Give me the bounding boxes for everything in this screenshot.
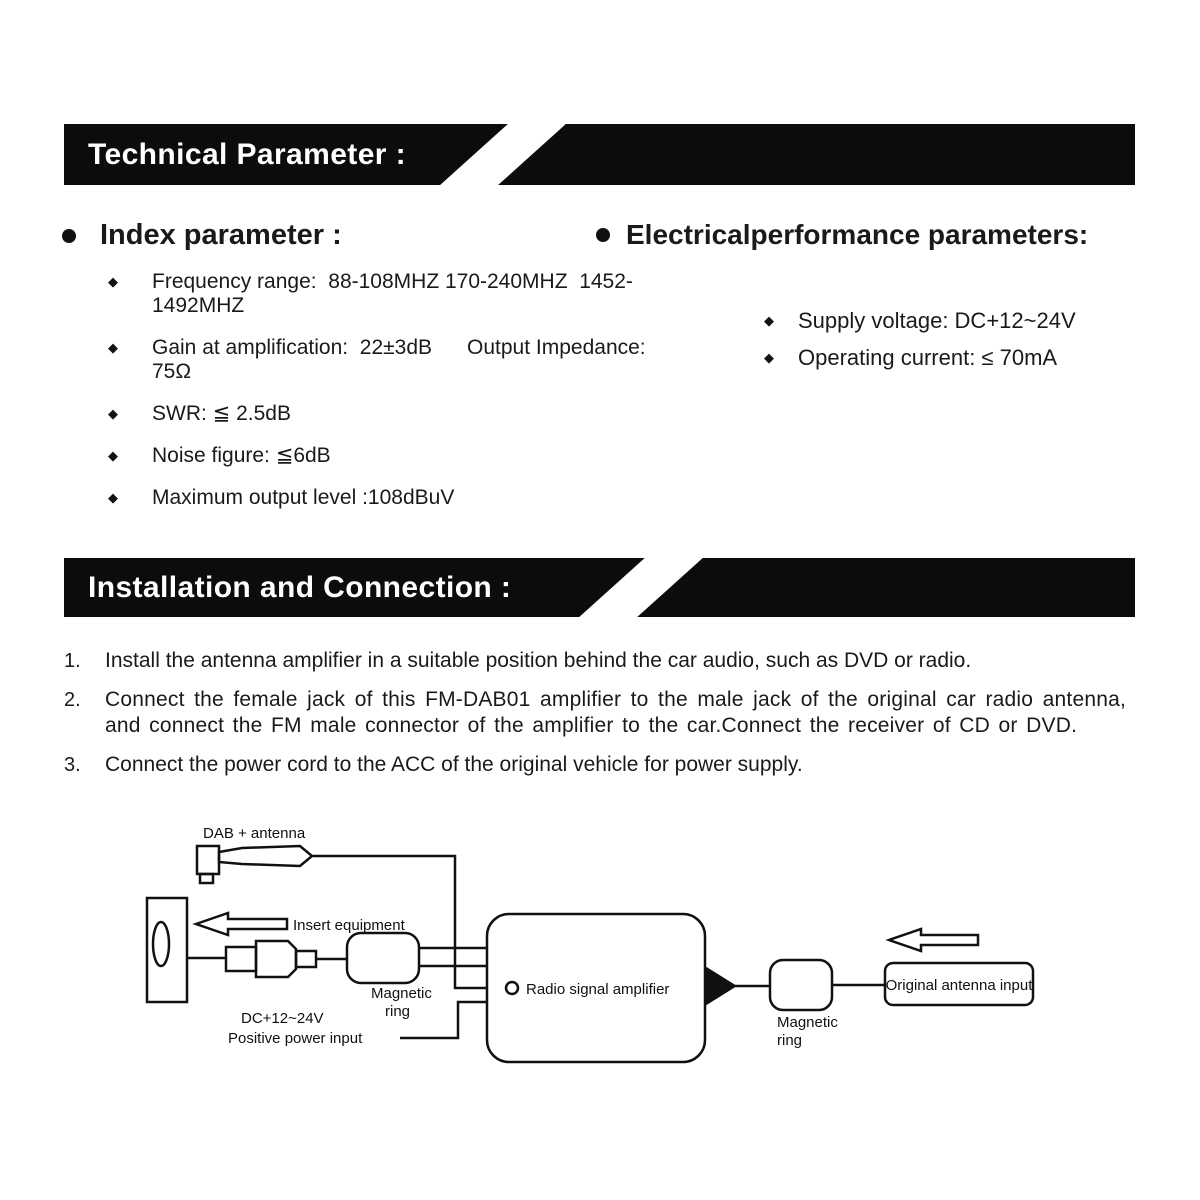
header-slash-decoration	[570, 558, 711, 617]
diamond-bullet-icon: ◆	[108, 490, 118, 505]
dab-antenna-body	[219, 846, 312, 866]
bullet-icon	[596, 228, 610, 242]
step-item	[64, 648, 1126, 674]
magnetic-ring-right-label-2: ring	[777, 1032, 803, 1049]
technical-header-bar	[64, 124, 1135, 185]
list-item-text: Supply voltage: DC+12~24V	[798, 308, 1076, 333]
dab-antenna-connector-foot	[200, 874, 213, 883]
diamond-bullet-icon: ◆	[108, 340, 118, 355]
list-item-text: Operating current: ≤ 70mA	[798, 345, 1058, 370]
list-item	[108, 444, 668, 468]
wiring-diagram	[0, 806, 1200, 1126]
power-input-label-1: DC+12~24V	[241, 1010, 324, 1027]
technical-header-title: Technical Parameter :	[88, 137, 406, 171]
list-item	[764, 308, 1164, 334]
power-input-label-2: Positive power input	[228, 1030, 363, 1047]
step-number: 2.	[64, 689, 81, 711]
list-item	[108, 336, 668, 384]
step-number: 1.	[64, 650, 81, 672]
dab-antenna-label: DAB + antenna	[203, 825, 306, 842]
magnetic-ring-left-label-1: Magnetic	[371, 985, 432, 1002]
power-input-line	[400, 1002, 487, 1038]
radio-jack-opening	[153, 922, 169, 966]
magnetic-ring-left	[347, 933, 419, 983]
insert-equipment-label: Insert equipment	[293, 917, 405, 934]
diamond-bullet-icon: ◆	[764, 313, 774, 328]
header-slash-decoration	[431, 124, 575, 185]
step-item	[64, 687, 1126, 739]
list-item	[764, 345, 1164, 371]
list-item	[108, 486, 668, 510]
installation-steps	[64, 648, 1126, 791]
magnetic-ring-right-label-1: Magnetic	[777, 1014, 838, 1031]
plug-segment-1	[226, 947, 256, 971]
step-text: Connect the power cord to the ACC of the original vehicle for power supply.	[105, 753, 803, 776]
step-item	[64, 752, 1126, 778]
dab-antenna-connector	[197, 846, 219, 874]
insert-direction-arrow-icon	[196, 913, 287, 935]
list-item-text: Gain at amplification: 22±3dB Output Impedance: 75Ω	[152, 336, 652, 383]
index-parameter-heading-text: Index parameter :	[100, 219, 342, 251]
installation-header-title: Installation and Connection :	[88, 570, 512, 604]
bullet-icon	[62, 229, 76, 243]
radio-signal-amplifier-label: Radio signal amplifier	[526, 981, 670, 998]
list-item-text: SWR: ≦ 2.5dB	[152, 402, 291, 425]
diamond-bullet-icon: ◆	[764, 350, 774, 365]
list-item	[108, 402, 668, 426]
plug-segment-3	[296, 951, 316, 967]
step-text: Connect the female jack of this FM-DAB01 amplifier to the male jack of the original car radio antenna, and connect the FM male connector of the amplifier to the car.Connect the receiver of CD or DVD.	[105, 688, 1126, 737]
diamond-bullet-icon: ◆	[108, 274, 118, 289]
output-arrow-icon	[705, 966, 737, 1006]
amplifier-indicator-icon	[506, 982, 518, 994]
index-parameter-list	[108, 270, 668, 528]
diamond-bullet-icon: ◆	[108, 448, 118, 463]
list-item-text: Maximum output level :108dBuV	[152, 486, 455, 509]
list-item	[108, 270, 668, 318]
step-text: Install the antenna amplifier in a suitable position behind the car audio, such as DVD or radio.	[105, 649, 972, 672]
electrical-parameters-heading	[596, 219, 1088, 251]
magnetic-ring-left-label-2: ring	[385, 1003, 411, 1020]
electrical-parameters-heading-text: Electricalperformance parameters:	[626, 219, 1089, 250]
index-parameter-heading	[62, 219, 342, 252]
plug-segment-2	[256, 941, 296, 977]
step-number: 3.	[64, 754, 81, 776]
list-item-text: Noise figure: ≦6dB	[152, 444, 331, 467]
list-item-text: Frequency range: 88-108MHZ 170-240MHZ 1452-1492MHZ	[152, 270, 633, 317]
original-antenna-input-label: Original antenna input	[885, 977, 1033, 994]
diamond-bullet-icon: ◆	[108, 406, 118, 421]
signal-direction-arrow-icon	[889, 929, 978, 951]
electrical-parameter-list	[764, 308, 1164, 382]
magnetic-ring-right	[770, 960, 832, 1010]
installation-header-bar	[64, 558, 1135, 617]
